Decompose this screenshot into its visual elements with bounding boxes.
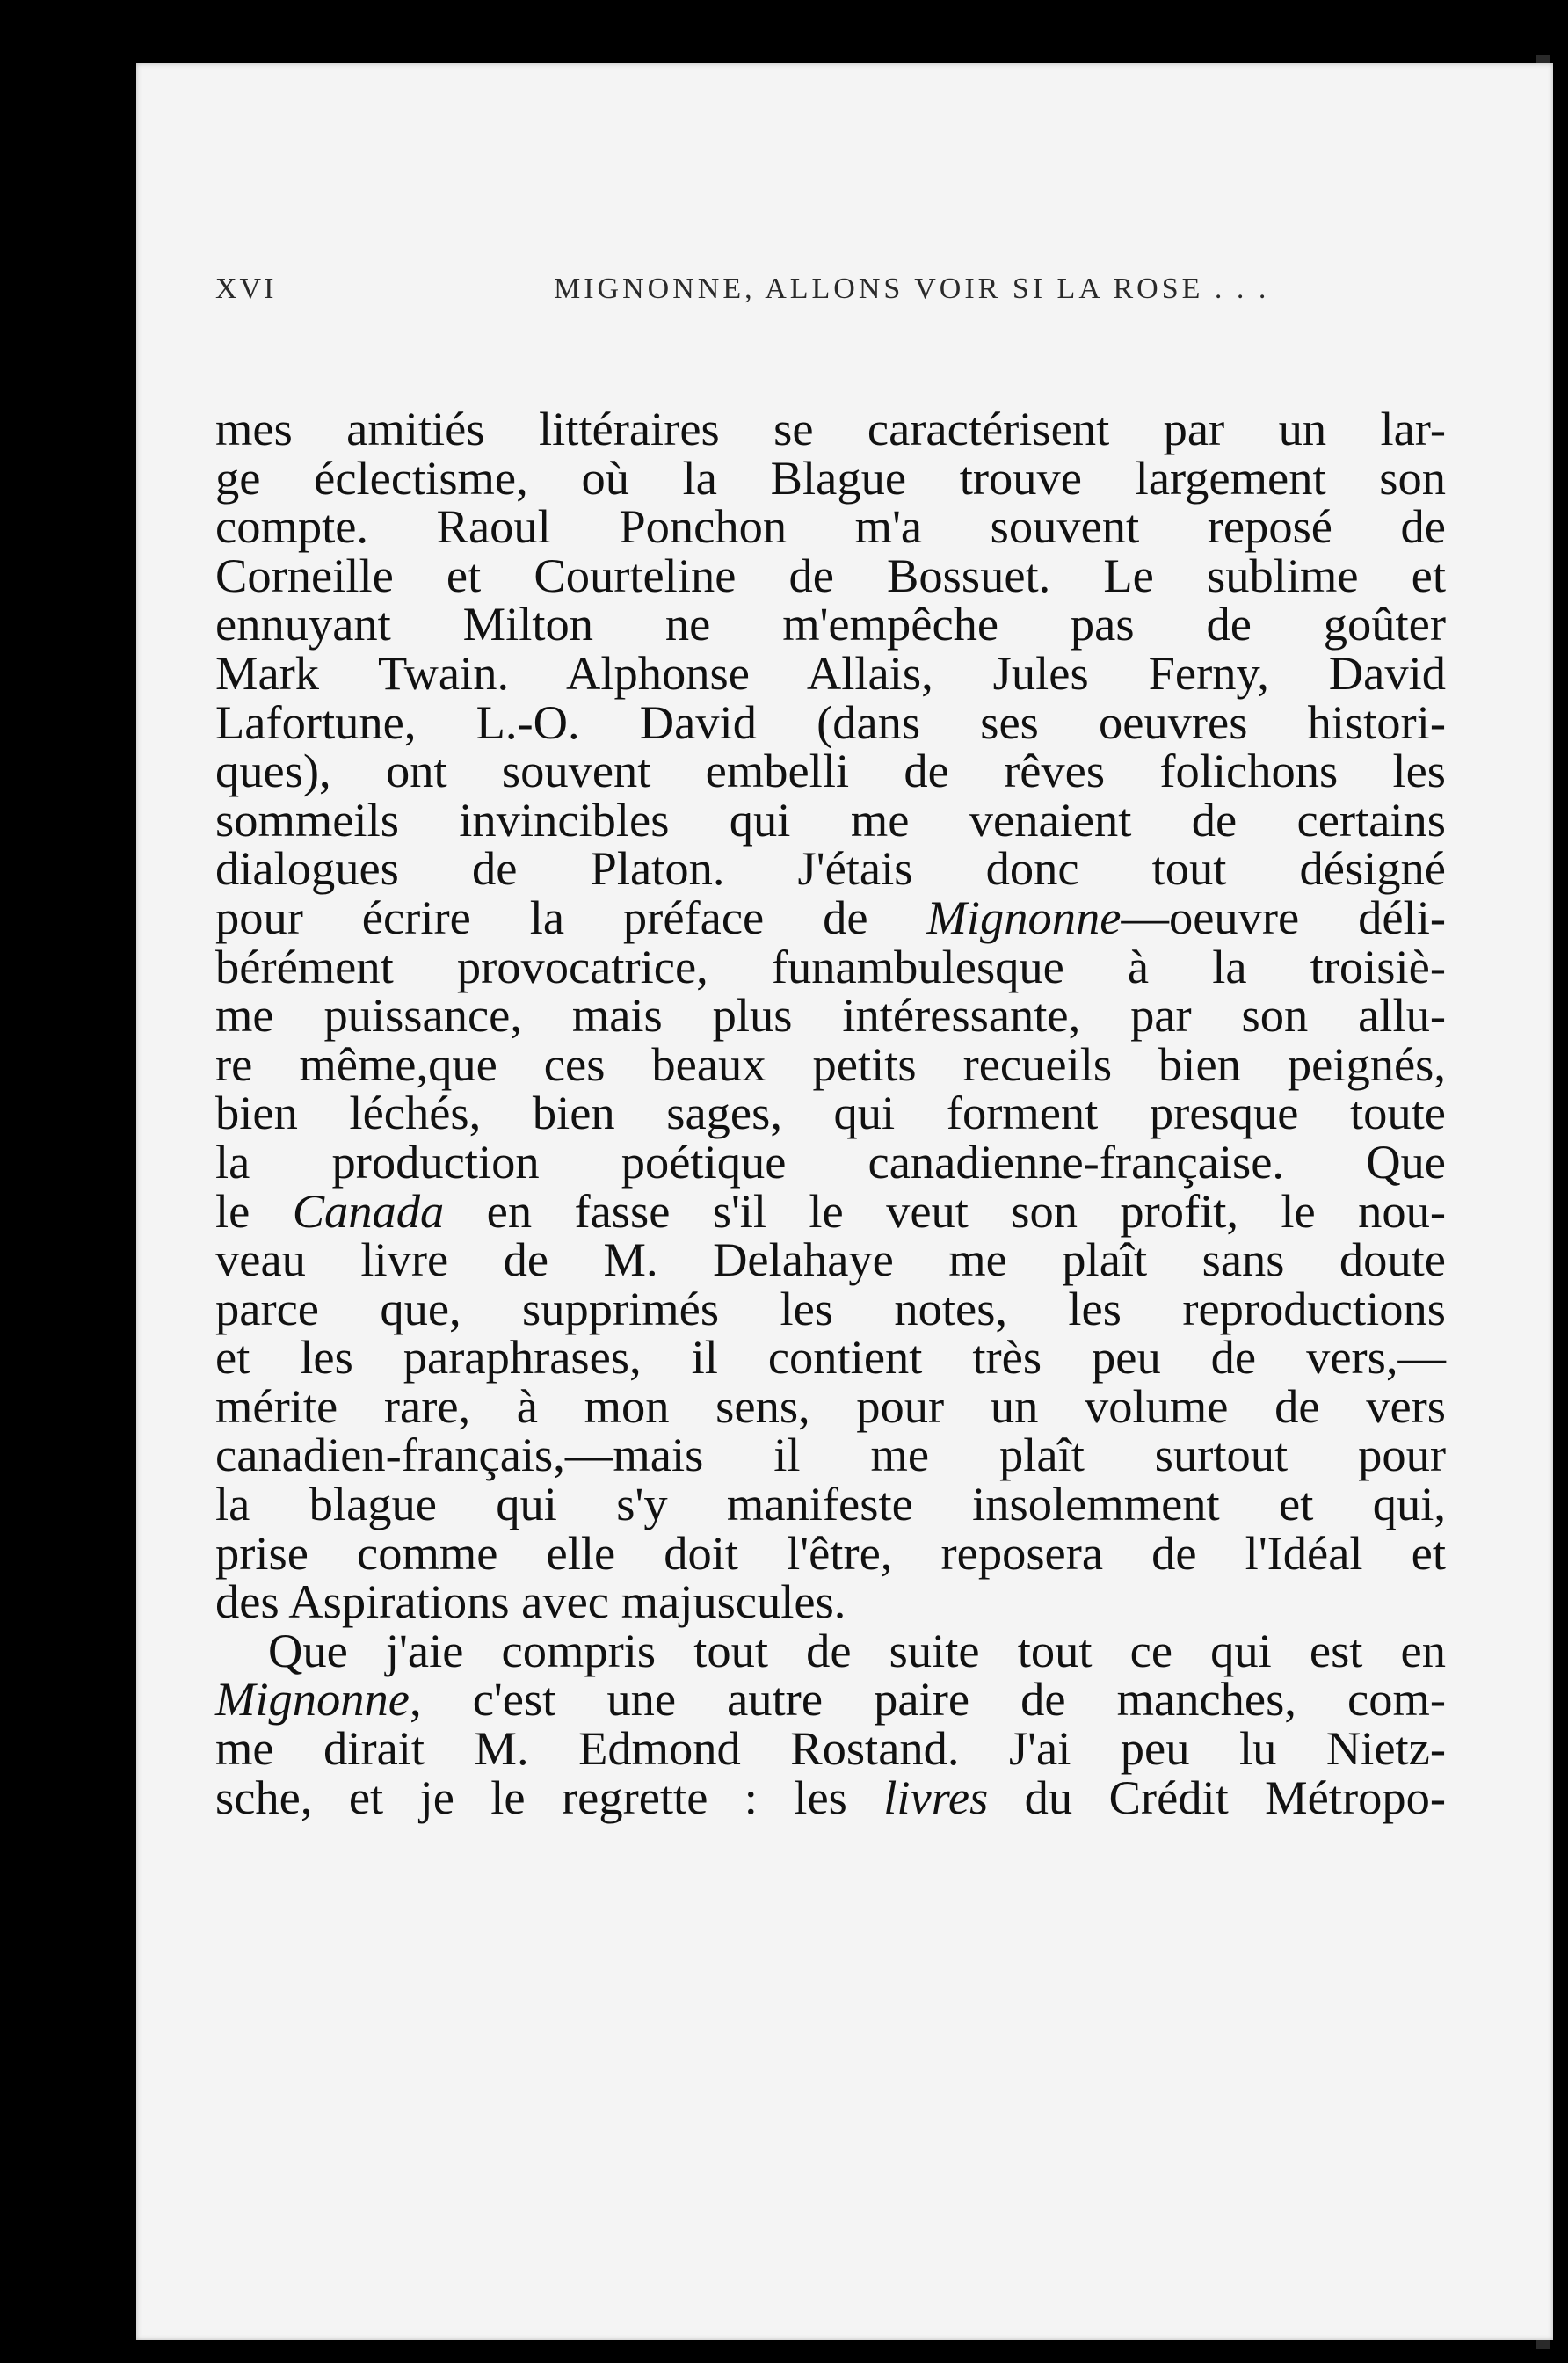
text-line	[215, 1183, 1446, 1238]
text-line: prise comme elle doit l'être, reposera de l'Idéal et	[215, 1525, 1446, 1580]
text-line: ques), ont souvent embelli de rêves folichons les	[215, 744, 1446, 798]
italic-title: livres	[883, 1770, 989, 1824]
text-line: me dirait M. Edmond Rostand. J'ai peu lu Nietz-	[215, 1721, 1446, 1776]
text-segment: —oeuvre déli-	[1121, 890, 1446, 944]
running-title: MIGNONNE, ALLONS VOIR SI LA ROSE . . .	[554, 273, 1270, 305]
text-line: ennuyant Milton ne m'empêche pas de goûter	[215, 597, 1446, 651]
text-line: mérite rare, à mon sens, pour un volume de vers	[215, 1378, 1446, 1433]
italic-title: Canada	[292, 1183, 445, 1238]
text-segment: sche, et je le regrette : les	[215, 1770, 884, 1824]
text-line	[215, 890, 1446, 944]
folio-number: XVI	[215, 273, 277, 305]
text-line: compte. Raoul Ponchon m'a souvent reposé de	[215, 499, 1446, 554]
text-line: veau livre de M. Delahaye me plaît sans doute	[215, 1232, 1446, 1287]
text-line: bien léchés, bien sages, qui forment presque toute	[215, 1086, 1446, 1140]
text-line: bérément provocatrice, funambulesque à la troisiè-	[215, 939, 1446, 993]
text-line: parce que, supprimés les notes, les reproductions	[215, 1281, 1446, 1335]
text-line: la blague qui s'y manifeste insolemment et qui,	[215, 1477, 1446, 1531]
body-text	[215, 402, 1447, 1824]
text-line: la production poétique canadienne-française. Que	[215, 1134, 1446, 1189]
text-line: Lafortune, L.-O. David (dans ses oeuvres histori-	[215, 694, 1446, 749]
text-line: mes amitiés littéraires se caractérisent par un lar-	[215, 402, 1446, 455]
text-line: re même,que ces beaux petits recueils bien peignés,	[215, 1036, 1446, 1091]
text-line	[215, 1770, 1447, 1824]
italic-title: Mignonne	[215, 1672, 410, 1727]
text-line: me puissance, mais plus intéressante, par son allu-	[215, 988, 1446, 1043]
text-line: des Aspirations avec majuscules.	[215, 1574, 846, 1629]
text-line	[215, 1672, 1446, 1727]
text-line: ge éclectisme, où la Blague trouve largement son	[215, 450, 1446, 505]
text-segment: le	[215, 1183, 293, 1238]
text-line: Que j'aie compris tout de suite tout ce qui est en	[268, 1623, 1446, 1677]
text-line: Corneille et Courteline de Bossuet. Le sublime et	[215, 548, 1446, 602]
page-header	[215, 264, 1296, 316]
text-segment: , c'est une autre paire de manches, com-	[409, 1672, 1446, 1727]
text-line: sommeils invincibles qui me venaient de certains	[215, 792, 1446, 847]
text-segment: pour écrire la préface de	[215, 890, 927, 944]
text-line: et les paraphrases, il contient très peu de vers,—	[215, 1330, 1446, 1385]
italic-title: Mignonne	[926, 890, 1122, 944]
text-segment: en fasse s'il le veut son profit, le nou-	[444, 1183, 1446, 1238]
text-line: canadien-français,—mais il me plaît surtout pour	[215, 1428, 1446, 1482]
text-line: dialogues de Platon. J'étais donc tout désigné	[215, 841, 1446, 896]
text-segment: du Crédit Métropo-	[988, 1770, 1447, 1824]
text-line: Mark Twain. Alphonse Allais, Jules Ferny, David	[215, 645, 1446, 700]
